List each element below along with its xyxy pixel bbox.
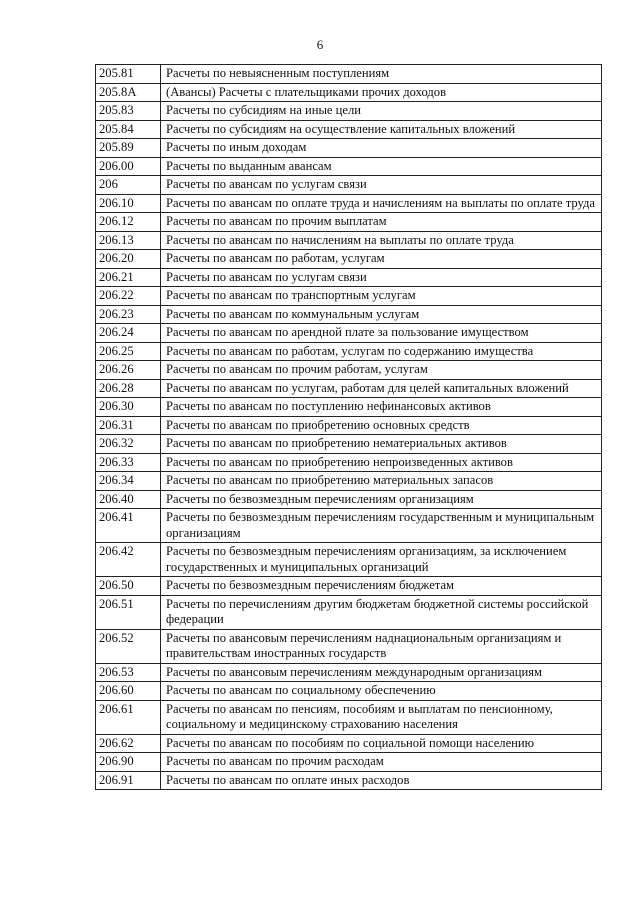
account-code-cell: 206.23 — [96, 305, 161, 324]
account-description-cell: Расчеты по авансам по коммунальным услугам — [161, 305, 602, 324]
account-code-cell: 206.13 — [96, 231, 161, 250]
account-code-cell: 206.31 — [96, 416, 161, 435]
account-description-cell: Расчеты по перечислениям другим бюджетам бюджетной системы российской федерации — [161, 595, 602, 629]
account-description-cell: Расчеты по безвозмездным перечислениям государственным и муниципальным организациям — [161, 509, 602, 543]
account-code-cell: 206.40 — [96, 490, 161, 509]
table-row — [96, 453, 602, 472]
account-table — [95, 64, 602, 790]
account-description-cell: Расчеты по безвозмездным перечислениям бюджетам — [161, 577, 602, 596]
account-code-cell: 206.90 — [96, 753, 161, 772]
account-code-cell: 206.51 — [96, 595, 161, 629]
table-row — [96, 194, 602, 213]
account-description-cell: (Авансы) Расчеты с плательщиками прочих доходов — [161, 83, 602, 102]
account-code-cell: 205.8А — [96, 83, 161, 102]
account-description-cell: Расчеты по авансам по арендной плате за пользование имуществом — [161, 324, 602, 343]
account-description-cell: Расчеты по авансам по прочим расходам — [161, 753, 602, 772]
account-code-cell: 206.33 — [96, 453, 161, 472]
account-description-cell: Расчеты по безвозмездным перечислениям организациям, за исключением государственных и муниципальных организаций — [161, 543, 602, 577]
table-row — [96, 102, 602, 121]
table-row — [96, 83, 602, 102]
table-row — [96, 139, 602, 158]
account-description-cell: Расчеты по выданным авансам — [161, 157, 602, 176]
table-row — [96, 250, 602, 269]
account-description-cell: Расчеты по авансам по пособиям по социальной помощи населению — [161, 734, 602, 753]
account-description-cell: Расчеты по субсидиям на иные цели — [161, 102, 602, 121]
account-description-cell: Расчеты по авансам по социальному обеспечению — [161, 682, 602, 701]
table-row — [96, 379, 602, 398]
account-description-cell: Расчеты по авансам по оплате труда и начислениям на выплаты по оплате труда — [161, 194, 602, 213]
account-code-cell: 205.84 — [96, 120, 161, 139]
account-code-cell: 206.24 — [96, 324, 161, 343]
account-description-cell: Расчеты по авансам по прочим работам, услугам — [161, 361, 602, 380]
account-description-cell: Расчеты по авансам по приобретению основных средств — [161, 416, 602, 435]
table-row — [96, 629, 602, 663]
account-table-body — [96, 65, 602, 790]
account-code-cell: 206.30 — [96, 398, 161, 417]
account-description-cell: Расчеты по авансам по приобретению материальных запасов — [161, 472, 602, 491]
account-code-cell: 206.28 — [96, 379, 161, 398]
table-row — [96, 176, 602, 195]
table-row — [96, 577, 602, 596]
account-code-cell: 206.52 — [96, 629, 161, 663]
table-row — [96, 663, 602, 682]
table-row — [96, 398, 602, 417]
account-description-cell: Расчеты по авансам по начислениям на выплаты по оплате труда — [161, 231, 602, 250]
table-row — [96, 700, 602, 734]
account-description-cell: Расчеты по субсидиям на осуществление капитальных вложений — [161, 120, 602, 139]
account-code-cell: 205.81 — [96, 65, 161, 84]
table-row — [96, 287, 602, 306]
account-code-cell: 206.60 — [96, 682, 161, 701]
table-row — [96, 342, 602, 361]
account-code-cell: 206.61 — [96, 700, 161, 734]
account-code-cell: 205.89 — [96, 139, 161, 158]
account-description-cell: Расчеты по авансам по транспортным услугам — [161, 287, 602, 306]
table-row — [96, 734, 602, 753]
account-description-cell: Расчеты по авансам по оплате иных расходов — [161, 771, 602, 790]
account-code-cell: 206.41 — [96, 509, 161, 543]
account-description-cell: Расчеты по авансам по работам, услугам — [161, 250, 602, 269]
account-code-cell: 206.62 — [96, 734, 161, 753]
account-code-cell: 206.12 — [96, 213, 161, 232]
page-number: 6 — [316, 37, 324, 52]
account-code-cell: 206.32 — [96, 435, 161, 454]
table-row — [96, 543, 602, 577]
table-row — [96, 435, 602, 454]
account-code-cell: 206.50 — [96, 577, 161, 596]
account-description-cell: Расчеты по авансам по пенсиям, пособиям и выплатам по пенсионному, социальному и медицинскому страхованию населения — [161, 700, 602, 734]
table-row — [96, 753, 602, 772]
table-row — [96, 595, 602, 629]
account-code-cell: 206.42 — [96, 543, 161, 577]
account-code-cell: 206.53 — [96, 663, 161, 682]
account-description-cell: Расчеты по авансам по услугам, работам для целей капитальных вложений — [161, 379, 602, 398]
table-row — [96, 361, 602, 380]
account-description-cell: Расчеты по авансам по услугам связи — [161, 176, 602, 195]
table-row — [96, 472, 602, 491]
account-code-cell: 206.22 — [96, 287, 161, 306]
table-row — [96, 65, 602, 84]
account-description-cell: Расчеты по авансам по работам, услугам по содержанию имущества — [161, 342, 602, 361]
table-row — [96, 157, 602, 176]
account-code-cell: 206.91 — [96, 771, 161, 790]
account-description-cell: Расчеты по авансам по приобретению нематериальных активов — [161, 435, 602, 454]
account-description-cell: Расчеты по авансам по услугам связи — [161, 268, 602, 287]
account-description-cell: Расчеты по невыясненным поступлениям — [161, 65, 602, 84]
account-code-cell: 205.83 — [96, 102, 161, 121]
table-row — [96, 268, 602, 287]
account-code-cell: 206 — [96, 176, 161, 195]
table-row — [96, 682, 602, 701]
table-row — [96, 324, 602, 343]
account-description-cell: Расчеты по иным доходам — [161, 139, 602, 158]
table-row — [96, 231, 602, 250]
table-row — [96, 416, 602, 435]
table-row — [96, 771, 602, 790]
account-description-cell: Расчеты по авансовым перечислениям международным организациям — [161, 663, 602, 682]
account-description-cell: Расчеты по авансам по поступлению нефинансовых активов — [161, 398, 602, 417]
account-code-cell: 206.21 — [96, 268, 161, 287]
table-row — [96, 509, 602, 543]
table-row — [96, 305, 602, 324]
account-code-cell: 206.34 — [96, 472, 161, 491]
account-description-cell: Расчеты по авансам по прочим выплатам — [161, 213, 602, 232]
account-code-cell: 206.20 — [96, 250, 161, 269]
account-code-cell: 206.10 — [96, 194, 161, 213]
table-row — [96, 490, 602, 509]
account-code-cell: 206.00 — [96, 157, 161, 176]
account-description-cell: Расчеты по авансовым перечислениям наднациональным организациям и правительствам иностранных государств — [161, 629, 602, 663]
table-row — [96, 213, 602, 232]
table-row — [96, 120, 602, 139]
account-description-cell: Расчеты по авансам по приобретению непроизведенных активов — [161, 453, 602, 472]
account-code-cell: 206.26 — [96, 361, 161, 380]
account-code-cell: 206.25 — [96, 342, 161, 361]
account-description-cell: Расчеты по безвозмездным перечислениям организациям — [161, 490, 602, 509]
